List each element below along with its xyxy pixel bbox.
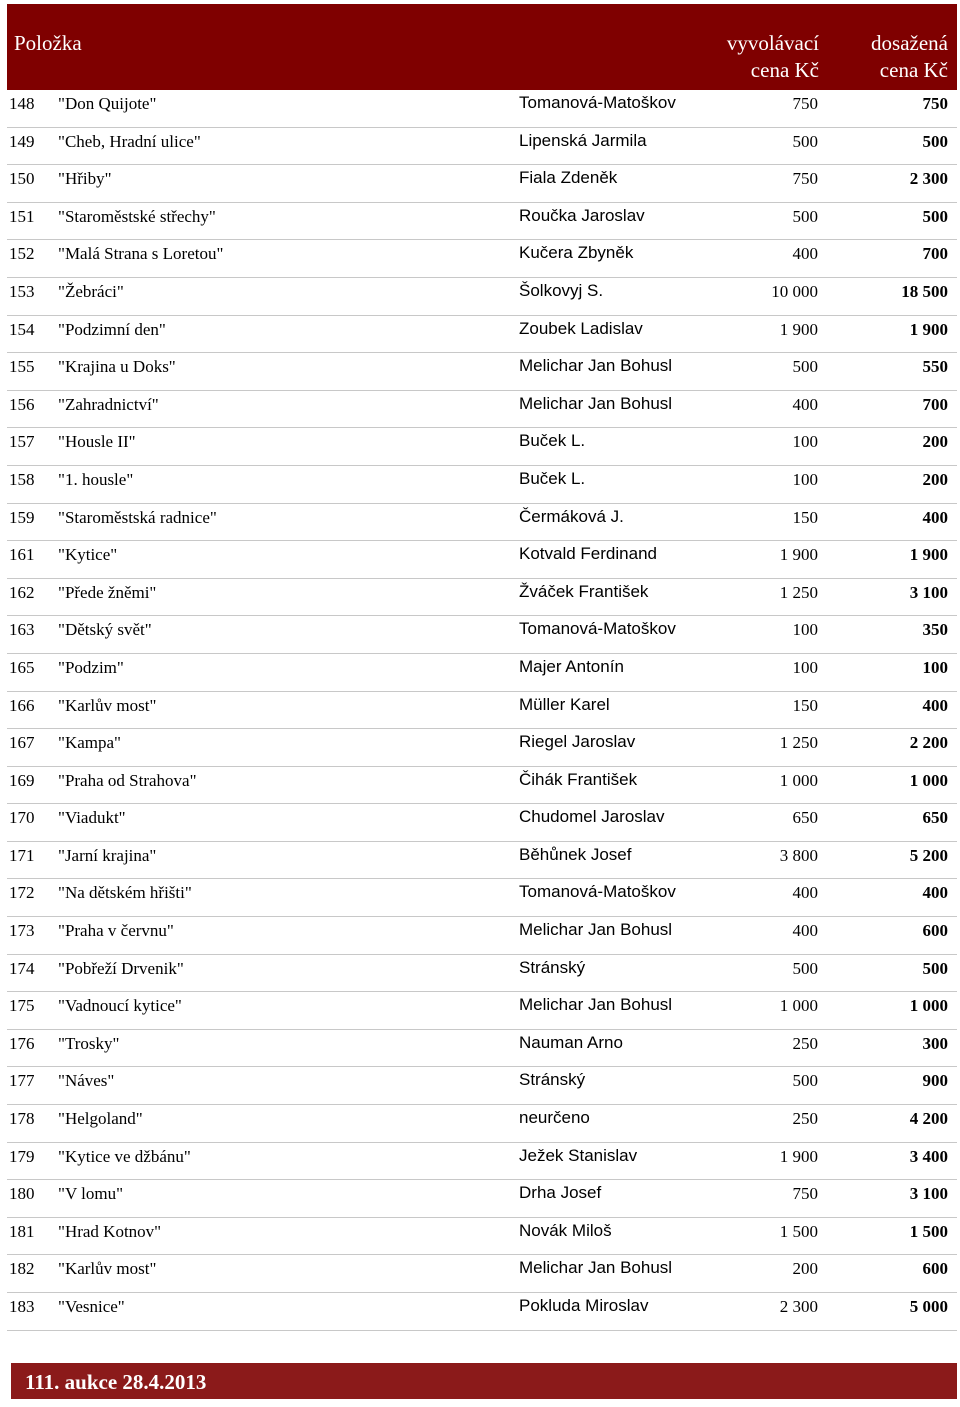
lot-author: Stránský [519, 1070, 586, 1090]
lot-starting-price: 1 000 [779, 996, 818, 1016]
lot-starting-price: 750 [792, 94, 818, 113]
lot-number: 167 [9, 733, 35, 753]
header-final-price-line1: dosažená [871, 31, 948, 55]
table-row [7, 203, 957, 241]
lot-title: "Karlův most" [58, 695, 157, 715]
lot-author: Roučka Jaroslav [519, 205, 645, 225]
lot-title: "Praha v červnu" [58, 921, 174, 941]
table-row [7, 767, 957, 805]
lot-starting-price: 100 [792, 620, 818, 640]
lot-title: "Zahradnictví" [58, 394, 159, 414]
lot-author: Šolkovyj S. [519, 280, 604, 300]
lot-author: Nauman Arno [519, 1032, 623, 1052]
table-row [7, 955, 957, 993]
lot-number: 152 [9, 244, 35, 264]
table-row [7, 1180, 957, 1218]
lot-author: Melichar Jan Bohusl [519, 920, 673, 940]
auction-footer-label: 111. aukce 28.4.2013 [25, 1370, 207, 1394]
lot-final-price: 4 200 [909, 1109, 948, 1129]
lot-author: Běhůnek Josef [519, 844, 632, 864]
lot-author: Majer Antonín [519, 656, 624, 676]
lot-number: 156 [9, 394, 35, 414]
lot-title: "Kytice ve džbánu" [58, 1146, 191, 1166]
lot-author: Müller Karel [519, 694, 610, 714]
lot-number: 149 [9, 131, 35, 151]
lot-number: 176 [9, 1033, 35, 1053]
lot-number: 174 [9, 958, 35, 978]
lot-number: 182 [9, 1259, 35, 1279]
lot-starting-price: 200 [792, 1259, 818, 1279]
table-row [7, 316, 957, 354]
table-row [7, 240, 957, 278]
lot-starting-price: 1 500 [779, 1221, 818, 1241]
lot-author: Čermáková J. [519, 506, 624, 526]
lot-title: "Staroměstská radnice" [58, 507, 217, 527]
lot-final-price: 2 300 [909, 169, 948, 189]
lot-number: 158 [9, 469, 35, 489]
lot-number: 169 [9, 770, 35, 790]
lot-title: "Hrad Kotnov" [58, 1221, 162, 1241]
table-row [7, 692, 957, 730]
lot-author: Melichar Jan Bohusl [519, 356, 673, 376]
lot-final-price: 400 [922, 507, 948, 527]
lot-author: Tomanová-Matoškov [519, 619, 676, 639]
lot-title: "Viadukt" [58, 808, 126, 828]
header-starting-price [727, 30, 819, 84]
table-row [7, 278, 957, 316]
lot-author: Melichar Jan Bohusl [519, 393, 673, 413]
table-row [7, 541, 957, 579]
table-row [7, 466, 957, 504]
header-final-price-line2: cena Kč [879, 58, 948, 82]
lot-final-price: 750 [922, 94, 948, 113]
lot-author: Novák Miloš [519, 1220, 612, 1240]
lot-starting-price: 500 [792, 958, 818, 978]
lot-final-price: 700 [922, 394, 948, 414]
lot-starting-price: 10 000 [771, 281, 818, 301]
lot-starting-price: 150 [792, 507, 818, 527]
lot-author: Buček L. [519, 431, 586, 451]
lot-starting-price: 500 [792, 131, 818, 151]
lot-final-price: 400 [922, 883, 948, 903]
table-row [7, 504, 957, 542]
table-row [7, 1143, 957, 1181]
lot-title: "Staroměstské střechy" [58, 206, 216, 226]
lot-author: Drha Josef [519, 1183, 602, 1203]
lot-number: 177 [9, 1071, 35, 1091]
lot-final-price: 650 [922, 808, 948, 828]
table-row [7, 165, 957, 203]
lot-title: "1. housle" [58, 469, 134, 489]
table-row [7, 1255, 957, 1293]
lot-title: "Housle II" [58, 432, 136, 452]
lot-final-price: 700 [922, 244, 948, 264]
lot-title: "Dětský svět" [58, 620, 152, 640]
lot-number: 153 [9, 281, 35, 301]
lot-starting-price: 250 [792, 1109, 818, 1129]
lot-final-price: 1 500 [909, 1221, 948, 1241]
lot-starting-price: 100 [792, 657, 818, 677]
lot-final-price: 350 [922, 620, 948, 640]
lot-starting-price: 1 900 [779, 1146, 818, 1166]
lot-final-price: 3 100 [909, 582, 948, 602]
lot-starting-price: 1 250 [779, 733, 818, 753]
table-row [7, 992, 957, 1030]
lot-title: "Krajina u Doks" [58, 357, 176, 377]
lot-author: Stránský [519, 957, 586, 977]
table-row [7, 428, 957, 466]
lot-starting-price: 100 [792, 469, 818, 489]
lot-title: "Kytice" [58, 545, 118, 565]
lot-starting-price: 750 [792, 169, 818, 189]
lot-starting-price: 1 900 [779, 319, 818, 339]
lot-final-price: 200 [922, 469, 948, 489]
lot-starting-price: 500 [792, 206, 818, 226]
lot-title: "Náves" [58, 1071, 115, 1091]
lot-author: Tomanová-Matoškov [519, 882, 676, 902]
lot-number: 148 [9, 94, 35, 113]
lot-starting-price: 500 [792, 357, 818, 377]
table-row [7, 616, 957, 654]
lot-title: "Na dětském hřišti" [58, 883, 192, 903]
table-row [7, 842, 957, 880]
lot-final-price: 600 [922, 1259, 948, 1279]
lot-number: 150 [9, 169, 35, 189]
lot-author: Kotvald Ferdinand [519, 544, 657, 564]
lot-author: Pokluda Miroslav [519, 1296, 649, 1315]
lot-number: 159 [9, 507, 35, 527]
lot-final-price: 500 [922, 206, 948, 226]
lot-starting-price: 400 [792, 394, 818, 414]
table-row [7, 1218, 957, 1256]
lot-final-price: 100 [922, 657, 948, 677]
table-header [7, 4, 957, 90]
lot-starting-price: 750 [792, 1184, 818, 1204]
lot-title: "Praha od Strahova" [58, 770, 197, 790]
lot-starting-price: 400 [792, 883, 818, 903]
lot-title: "Cheb, Hradní ulice" [58, 131, 201, 151]
table-row [7, 353, 957, 391]
lot-final-price: 600 [922, 921, 948, 941]
lot-number: 173 [9, 921, 35, 941]
lot-number: 171 [9, 845, 35, 865]
lot-title: "Vesnice" [58, 1297, 125, 1316]
lot-title: "Karlův most" [58, 1259, 157, 1279]
lot-final-price: 3 400 [909, 1146, 948, 1166]
lot-number: 157 [9, 432, 35, 452]
lot-title: "Přede žněmi" [58, 582, 157, 602]
lot-title: "Malá Strana s Loretou" [58, 244, 224, 264]
table-row [7, 917, 957, 955]
lot-author: Chudomel Jaroslav [519, 807, 665, 827]
lot-final-price: 900 [922, 1071, 948, 1091]
table-row [7, 1293, 957, 1331]
lot-author: Žváček František [519, 581, 649, 601]
lot-author: neurčeno [519, 1108, 590, 1128]
lot-final-price: 18 500 [901, 281, 948, 301]
table-row [7, 90, 957, 128]
lot-starting-price: 250 [792, 1033, 818, 1053]
lot-title: "Podzimní den" [58, 319, 166, 339]
lot-author: Buček L. [519, 468, 586, 488]
lot-starting-price: 3 800 [779, 845, 818, 865]
lot-number: 166 [9, 695, 35, 715]
lot-author: Kučera Zbyněk [519, 243, 634, 263]
lot-number: 183 [9, 1297, 35, 1316]
lot-author: Tomanová-Matoškov [519, 93, 676, 112]
lot-starting-price: 400 [792, 921, 818, 941]
table-row [7, 654, 957, 692]
lot-final-price: 1 900 [909, 319, 948, 339]
header-item-label: Položka [14, 31, 82, 55]
lot-number: 151 [9, 206, 35, 226]
header-starting-price-line1: vyvolávací [726, 31, 819, 55]
lot-title: "Pobřeží Drvenik" [58, 958, 184, 978]
lot-title: "V lomu" [58, 1184, 124, 1204]
header-starting-price-line2: cena Kč [750, 58, 819, 82]
lot-final-price: 2 200 [909, 733, 948, 753]
lot-number: 170 [9, 808, 35, 828]
lot-final-price: 400 [922, 695, 948, 715]
lot-title: "Hřiby" [58, 169, 112, 189]
lot-starting-price: 100 [792, 432, 818, 452]
lot-number: 165 [9, 657, 35, 677]
table-row [7, 804, 957, 842]
header-final-price [871, 30, 948, 84]
lot-number: 163 [9, 620, 35, 640]
auction-table [7, 90, 957, 1331]
table-row [7, 128, 957, 166]
lot-number: 172 [9, 883, 35, 903]
lot-starting-price: 2 300 [779, 1297, 818, 1316]
lot-title: "Jarní krajina" [58, 845, 157, 865]
lot-title: "Helgoland" [58, 1109, 143, 1129]
lot-number: 180 [9, 1184, 35, 1204]
table-row [7, 391, 957, 429]
lot-number: 175 [9, 996, 35, 1016]
lot-final-price: 1 000 [909, 770, 948, 790]
table-row [7, 1067, 957, 1105]
lot-author: Lipenská Jarmila [519, 130, 647, 150]
lot-number: 162 [9, 582, 35, 602]
table-row [7, 1105, 957, 1143]
lot-title: "Don Quijote" [58, 94, 157, 113]
table-row [7, 579, 957, 617]
lot-final-price: 1 900 [909, 545, 948, 565]
lot-final-price: 5 000 [909, 1297, 948, 1316]
lot-final-price: 500 [922, 131, 948, 151]
table-row [7, 879, 957, 917]
lot-number: 154 [9, 319, 35, 339]
lot-final-price: 3 100 [909, 1184, 948, 1204]
lot-final-price: 200 [922, 432, 948, 452]
lot-starting-price: 1 000 [779, 770, 818, 790]
lot-number: 179 [9, 1146, 35, 1166]
lot-starting-price: 400 [792, 244, 818, 264]
lot-number: 155 [9, 357, 35, 377]
lot-author: Riegel Jaroslav [519, 732, 636, 752]
lot-title: "Kampa" [58, 733, 121, 753]
lot-title: "Trosky" [58, 1033, 120, 1053]
lot-number: 181 [9, 1221, 35, 1241]
lot-number: 161 [9, 545, 35, 565]
table-row [7, 729, 957, 767]
lot-title: "Vadnoucí kytice" [58, 996, 182, 1016]
lot-final-price: 1 000 [909, 996, 948, 1016]
lot-title: "Podzim" [58, 657, 124, 677]
lot-final-price: 300 [922, 1033, 948, 1053]
lot-author: Fiala Zdeněk [519, 168, 618, 188]
lot-starting-price: 1 250 [779, 582, 818, 602]
lot-author: Zoubek Ladislav [519, 318, 643, 338]
lot-title: "Žebráci" [58, 281, 124, 301]
lot-starting-price: 500 [792, 1071, 818, 1091]
lot-final-price: 5 200 [909, 845, 948, 865]
lot-final-price: 500 [922, 958, 948, 978]
lot-author: Melichar Jan Bohusl [519, 1258, 673, 1278]
lot-author: Melichar Jan Bohusl [519, 995, 673, 1015]
lot-final-price: 550 [922, 357, 948, 377]
lot-starting-price: 1 900 [779, 545, 818, 565]
lot-author: Ježek Stanislav [519, 1145, 638, 1165]
lot-starting-price: 150 [792, 695, 818, 715]
table-row [7, 1030, 957, 1068]
lot-starting-price: 650 [792, 808, 818, 828]
lot-number: 178 [9, 1109, 35, 1129]
lot-author: Čihák František [519, 769, 638, 789]
